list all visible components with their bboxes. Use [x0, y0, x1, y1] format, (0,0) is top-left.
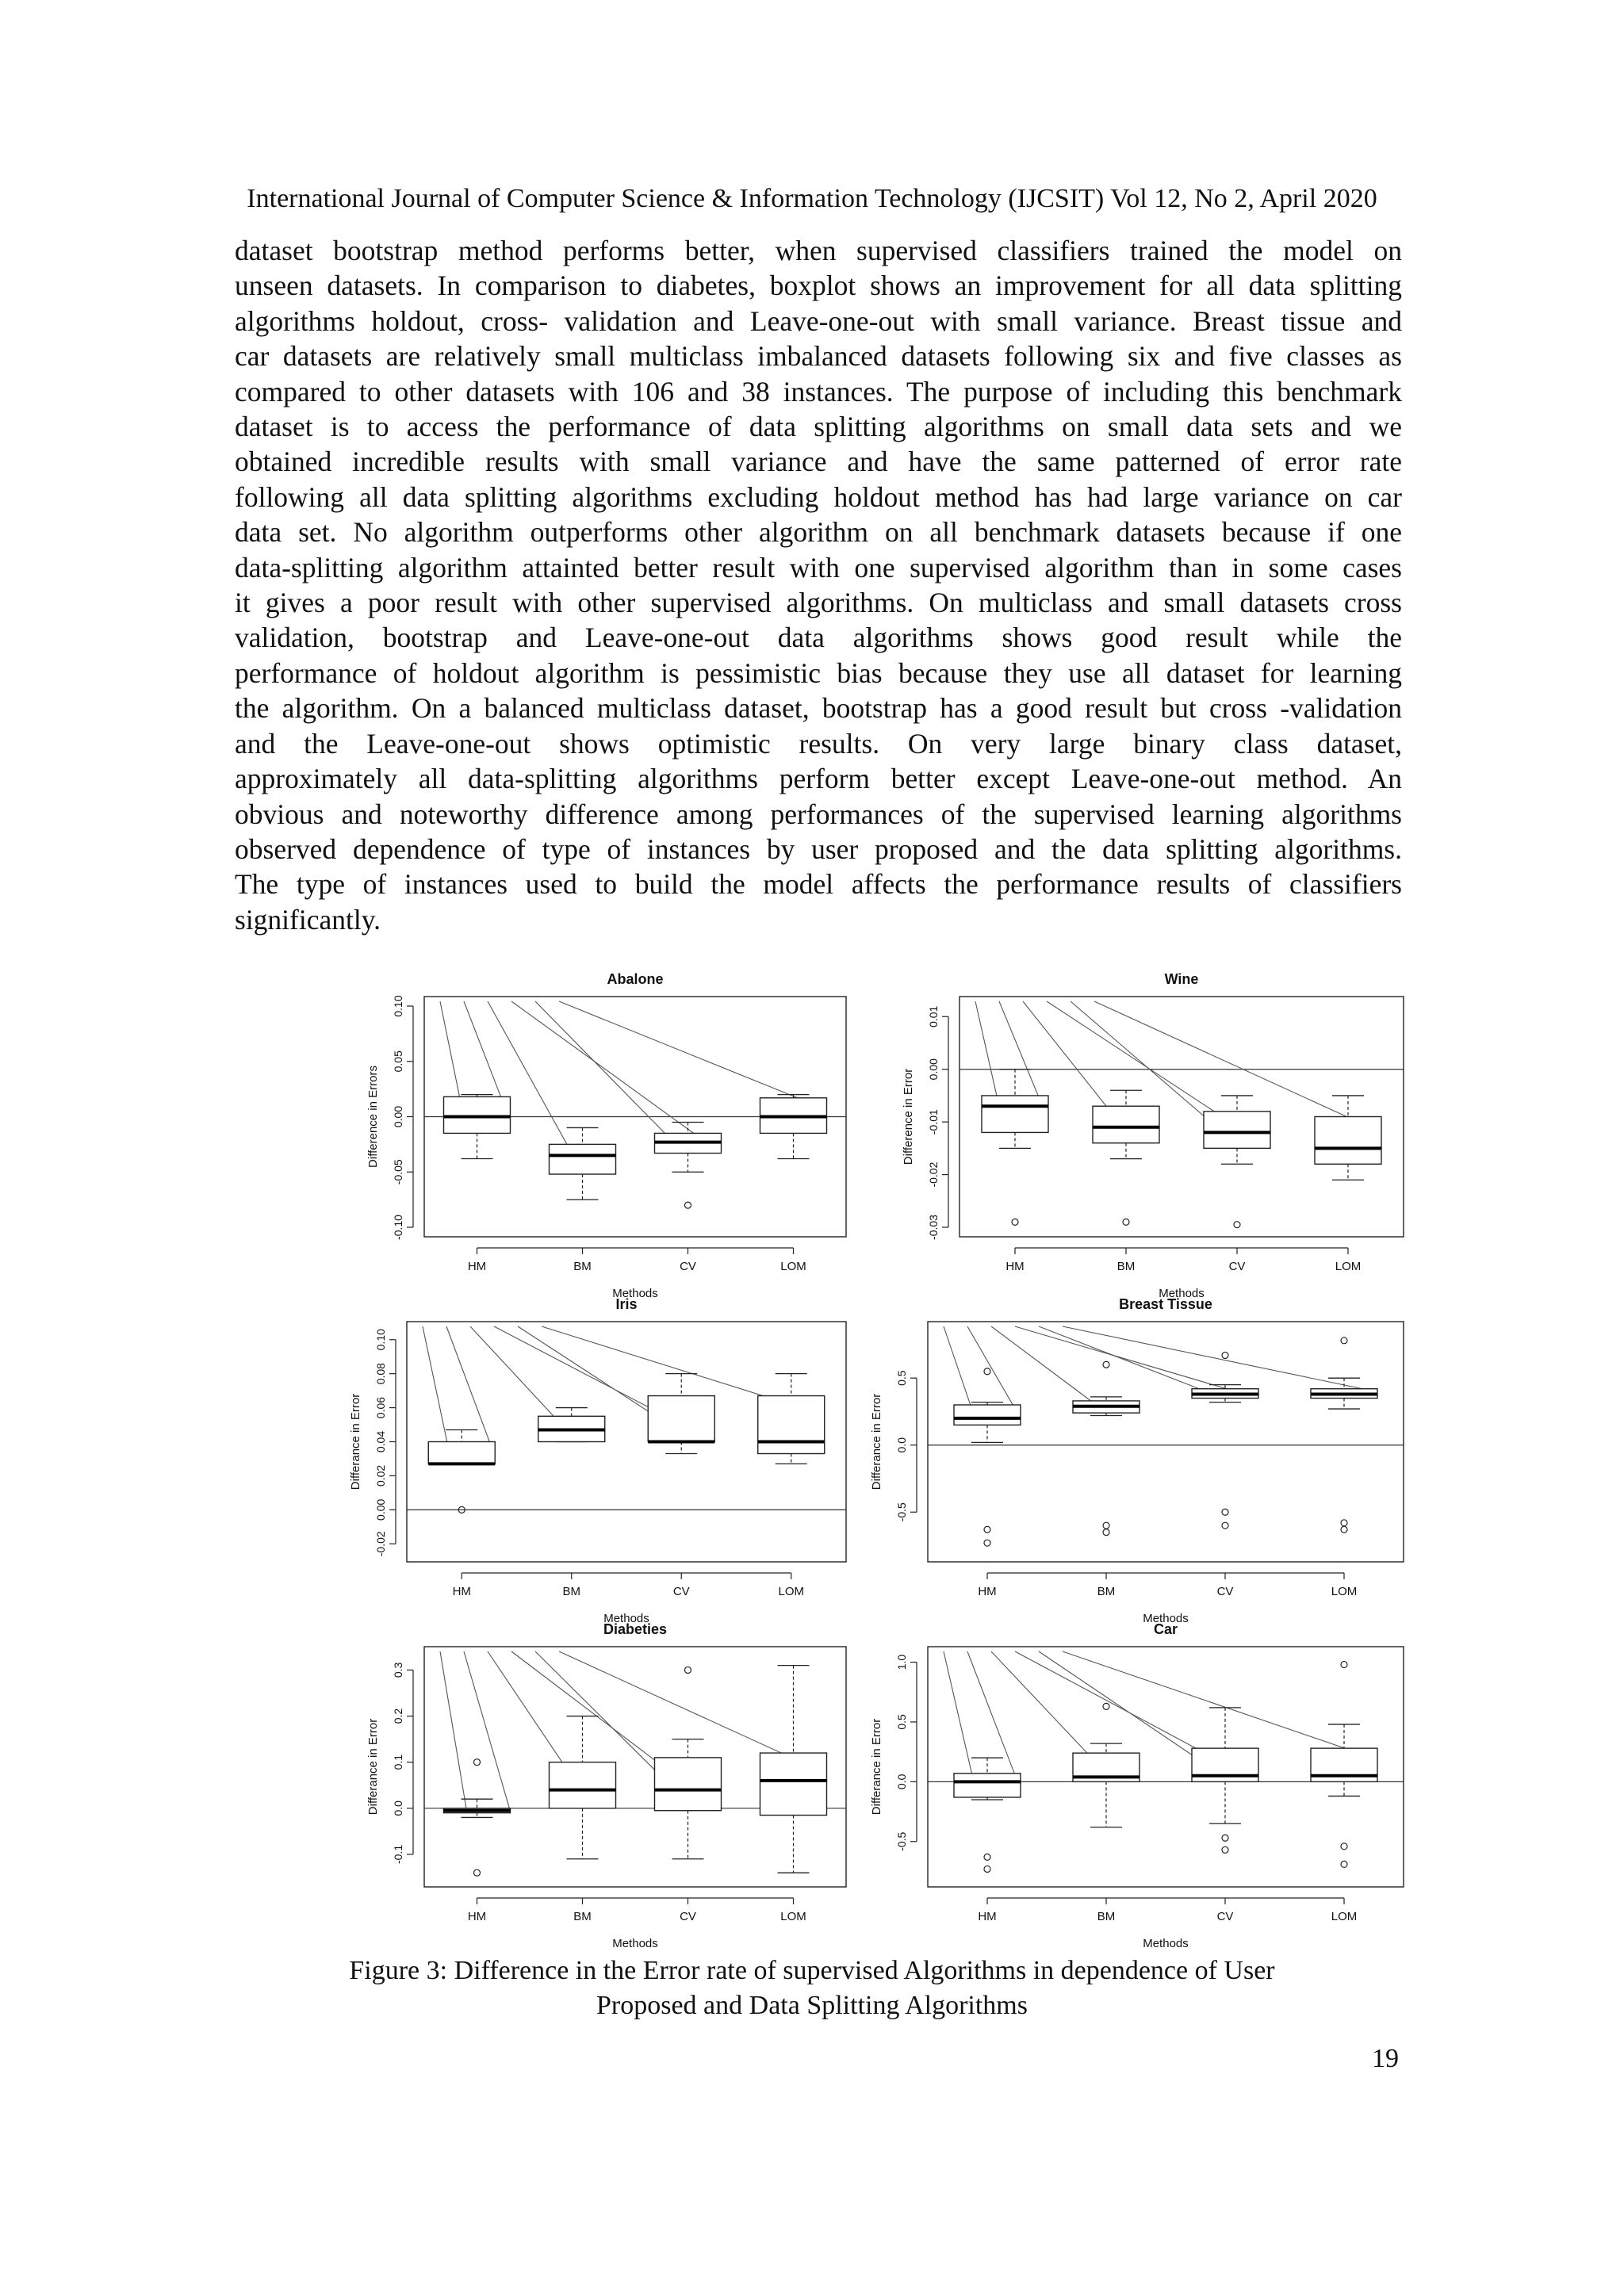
- outlier-point: [1222, 1522, 1228, 1529]
- body-line: performance of holdout algorithm is pessimistic bias because they use all dataset for learning: [235, 656, 1402, 689]
- y-tick-label: 0.10: [392, 995, 404, 1017]
- box-bm: [1093, 1090, 1159, 1225]
- x-tick-label: HM: [978, 1910, 997, 1923]
- x-tick-label: LOM: [1335, 1260, 1362, 1273]
- y-tick-label: 0.0: [895, 1774, 908, 1790]
- box-hm: [954, 1368, 1021, 1546]
- y-tick-label: 0.0: [895, 1437, 908, 1453]
- outlier-point: [1103, 1703, 1109, 1709]
- iqr-box: [760, 1753, 827, 1815]
- body-line: compared to other datasets with 106 and 38 instances. The purpose of including this benchmark: [235, 375, 1402, 408]
- body-line: approximately all data-splitting algorithms perform better except Leave-one-out method. An: [235, 763, 1402, 795]
- y-axis-label: Differance in Error: [366, 1718, 380, 1816]
- y-tick-label: -0.02: [927, 1161, 940, 1188]
- outlier-point: [984, 1854, 990, 1860]
- y-tick-label: 0.5: [895, 1370, 908, 1386]
- outlier-point: [1222, 1352, 1228, 1358]
- body-line: following all data splitting algorithms excluding holdout method has had large variance on car: [235, 480, 1402, 513]
- box-hm: [428, 1429, 495, 1513]
- outlier-point: [1341, 1526, 1347, 1533]
- connector-line: [1039, 1326, 1215, 1395]
- iqr-box: [1315, 1117, 1381, 1165]
- box-lom: [758, 1374, 825, 1464]
- boxplot-panel-car: [870, 1621, 1404, 1950]
- y-tick-label: 0.00: [392, 1105, 404, 1128]
- iqr-box: [550, 1144, 616, 1174]
- caption-line-2: Proposed and Data Splitting Algorithms: [596, 1991, 1028, 2020]
- outlier-point: [1222, 1835, 1228, 1841]
- y-tick-label: 0.06: [374, 1396, 387, 1419]
- body-line: data-splitting algorithm attainted better result with one supervised algorithm than in some cases: [235, 551, 1402, 584]
- box-cv: [655, 1667, 722, 1858]
- box-hm: [444, 1095, 511, 1159]
- connector-line: [440, 1651, 467, 1813]
- outlier-point: [1341, 1662, 1347, 1668]
- y-tick-label: 0.00: [927, 1058, 940, 1081]
- y-tick-label: -0.10: [392, 1215, 404, 1240]
- x-axis-label: Methods: [1159, 1287, 1205, 1300]
- body-line: The type of instances used to build the model affects the performance results of classifiers: [235, 868, 1402, 901]
- panel-title: Car: [1153, 1621, 1178, 1637]
- boxplot-panel-abalone: [366, 971, 846, 1300]
- x-tick-label: LOM: [1331, 1910, 1358, 1923]
- body-line: observed dependence of type of instances by user proposed and the data splitting algorithms.: [235, 832, 1402, 865]
- x-axis-label: Methods: [612, 1287, 658, 1300]
- x-tick-label: CV: [680, 1260, 696, 1273]
- y-tick-label: -0.5: [895, 1831, 908, 1851]
- box-bm: [550, 1716, 616, 1859]
- y-tick-label: -0.02: [374, 1531, 387, 1557]
- connector-line: [535, 1001, 678, 1146]
- panel-title: Wine: [1164, 971, 1199, 987]
- x-tick-label: LOM: [1331, 1585, 1358, 1598]
- y-axis-label: Difference in Errors: [366, 1066, 380, 1168]
- box-lom: [1315, 1096, 1381, 1180]
- x-axis-label: Methods: [1143, 1612, 1189, 1625]
- y-tick-label: 0.04: [374, 1430, 387, 1453]
- x-axis-label: Methods: [1143, 1937, 1189, 1950]
- y-tick-label: 0.1: [392, 1754, 404, 1770]
- x-tick-label: CV: [1228, 1260, 1246, 1273]
- outlier-point: [1341, 1337, 1347, 1344]
- x-tick-label: HM: [452, 1585, 471, 1598]
- outlier-point: [1103, 1361, 1109, 1368]
- y-tick-label: 1.0: [895, 1654, 908, 1670]
- x-tick-label: CV: [672, 1585, 690, 1598]
- box-cv: [1204, 1096, 1270, 1228]
- panel-title: Diabeties: [603, 1621, 668, 1637]
- y-tick-label: 0.05: [392, 1050, 404, 1073]
- iqr-box: [1204, 1112, 1270, 1149]
- body-line: obvious and noteworthy difference among performances of the supervised learning algorithms: [235, 798, 1402, 830]
- connector-line: [1015, 1326, 1258, 1399]
- outlier-point: [1222, 1509, 1228, 1515]
- outlier-point: [1341, 1843, 1347, 1850]
- x-tick-label: BM: [562, 1585, 580, 1598]
- box-bm: [538, 1408, 605, 1442]
- outlier-point: [984, 1866, 990, 1872]
- connector-line: [991, 1326, 1096, 1405]
- y-tick-label: 0.3: [392, 1662, 404, 1678]
- x-tick-label: HM: [467, 1910, 487, 1923]
- outlier-point: [685, 1667, 691, 1673]
- body-line: dataset is to access the performance of data splitting algorithms on small data sets and we: [235, 411, 1402, 443]
- connector-line: [559, 1001, 827, 1110]
- outlier-point: [474, 1869, 481, 1876]
- box-cv: [1192, 1352, 1258, 1529]
- box-cv: [655, 1122, 722, 1208]
- body-line: car datasets are relatively small multiclass imbalanced datasets following six and five classes as: [235, 340, 1402, 373]
- x-tick-label: CV: [1216, 1585, 1234, 1598]
- outlier-point: [1222, 1846, 1228, 1853]
- y-axis-label: Differance in Error: [349, 1393, 362, 1490]
- x-tick-label: HM: [467, 1260, 487, 1273]
- x-tick-label: BM: [1097, 1585, 1116, 1598]
- box-lom: [1311, 1337, 1377, 1533]
- iqr-box: [428, 1442, 495, 1464]
- y-tick-label: -0.5: [895, 1502, 908, 1522]
- x-tick-label: LOM: [778, 1585, 805, 1598]
- x-axis-label: Methods: [612, 1937, 658, 1950]
- y-axis-label: Differance in Error: [870, 1718, 883, 1816]
- x-tick-label: BM: [1116, 1260, 1136, 1273]
- outlier-point: [984, 1368, 990, 1375]
- outlier-point: [474, 1759, 481, 1766]
- y-tick-label: -0.05: [392, 1159, 404, 1185]
- body-line: and the Leave-one-out shows optimistic results. On very large binary class dataset,: [235, 727, 1402, 760]
- box-bm: [1073, 1361, 1139, 1535]
- boxplot-panel-breast-tissue: [870, 1296, 1404, 1625]
- iqr-box: [954, 1405, 1021, 1425]
- iqr-box: [550, 1762, 616, 1808]
- x-tick-label: HM: [1005, 1260, 1025, 1273]
- iqr-box: [444, 1096, 511, 1133]
- outlier-point: [1234, 1222, 1240, 1228]
- y-axis-label: Differance in Error: [870, 1393, 883, 1490]
- box-lom: [1311, 1662, 1377, 1868]
- body-line: obtained incredible results with small variance and have the same patterned of error rate: [235, 446, 1402, 478]
- x-tick-label: BM: [573, 1910, 592, 1923]
- connector-line: [470, 1326, 561, 1425]
- box-hm: [954, 1758, 1021, 1872]
- body-line: unseen datasets. In comparison to diabetes, boxplot shows an improvement for all data splitting: [235, 270, 1402, 302]
- figure-caption: [0, 1954, 1624, 2023]
- boxplot-panel-wine: [902, 971, 1404, 1300]
- y-tick-label: 0.10: [374, 1329, 387, 1351]
- connector-line: [446, 1326, 495, 1456]
- y-tick-label: 0.01: [927, 1005, 940, 1027]
- outlier-point: [984, 1540, 990, 1546]
- panel-title: Iris: [615, 1296, 638, 1312]
- x-tick-label: BM: [1097, 1910, 1116, 1923]
- outlier-point: [1103, 1529, 1109, 1536]
- panel-title: Abalone: [607, 971, 664, 987]
- body-line: significantly.: [235, 903, 381, 936]
- outlier-point: [1103, 1522, 1109, 1529]
- iqr-box: [758, 1396, 825, 1454]
- x-tick-label: HM: [978, 1585, 997, 1598]
- box-hm: [982, 1070, 1048, 1226]
- y-axis-label: Difference in Error: [902, 1068, 915, 1165]
- x-tick-label: CV: [1216, 1910, 1234, 1923]
- box-bm: [550, 1127, 616, 1200]
- body-paragraph: [235, 233, 1402, 937]
- boxplot-panel-diabeties: [366, 1621, 846, 1950]
- outlier-point: [1341, 1861, 1347, 1867]
- outlier-point: [1123, 1219, 1129, 1225]
- body-line: the algorithm. On a balanced multiclass dataset, bootstrap has a good result but cross -validation: [235, 692, 1402, 725]
- y-tick-label: 0.02: [374, 1464, 387, 1487]
- body-line: it gives a poor result with other supervised algorithms. On multiclass and small datasets cross: [235, 587, 1402, 619]
- y-tick-label: -0.03: [927, 1215, 940, 1240]
- x-tick-label: LOM: [780, 1910, 806, 1923]
- connector-line: [967, 1651, 1021, 1789]
- connector-line: [1063, 1326, 1377, 1392]
- iqr-box: [954, 1774, 1021, 1797]
- boxplot-panel-iris: [349, 1296, 846, 1625]
- panel-title: Breast Tissue: [1119, 1296, 1212, 1312]
- box-cv: [648, 1374, 714, 1454]
- journal-header: International Journal of Computer Science & Information Technology (IJCSIT) Vol 12, No 2, April 2020: [247, 184, 1377, 213]
- box-lom: [760, 1666, 827, 1873]
- x-tick-label: BM: [573, 1260, 592, 1273]
- boxplot-grid: [317, 947, 1364, 1950]
- y-tick-label: 0.00: [374, 1498, 387, 1521]
- plot-frame: [928, 1322, 1404, 1562]
- y-tick-label: 0.2: [392, 1708, 404, 1724]
- y-tick-label: -0.01: [927, 1109, 940, 1135]
- caption-line-1: Figure 3: Difference in the Error rate of supervised Algorithms in dependence of User: [349, 1956, 1275, 1985]
- page-number: 19: [1372, 2044, 1399, 2073]
- figure-3-boxplots: [317, 947, 1364, 1950]
- x-tick-label: CV: [680, 1910, 696, 1923]
- outlier-point: [1341, 1520, 1347, 1526]
- box-lom: [760, 1095, 827, 1159]
- x-tick-label: LOM: [780, 1260, 806, 1273]
- box-cv: [1192, 1708, 1258, 1853]
- x-axis-label: Methods: [603, 1612, 649, 1625]
- body-line: algorithms holdout, cross- validation and Leave-one-out with small variance. Breast tissue and: [235, 304, 1402, 337]
- connector-line: [488, 1651, 573, 1777]
- iqr-box: [982, 1096, 1048, 1133]
- outlier-point: [984, 1526, 990, 1533]
- iqr-box: [648, 1396, 714, 1442]
- box-bm: [1073, 1703, 1139, 1827]
- y-tick-label: 0.5: [895, 1714, 908, 1730]
- iqr-box: [655, 1758, 722, 1811]
- outlier-point: [1012, 1219, 1018, 1225]
- y-tick-label: 0.0: [392, 1800, 404, 1816]
- iqr-box: [1093, 1106, 1159, 1143]
- connector-line: [991, 1651, 1096, 1762]
- outlier-point: [685, 1202, 691, 1208]
- y-tick-label: 0.08: [374, 1363, 387, 1385]
- body-line: dataset bootstrap method performs better, when supervised classifiers trained the model on: [235, 235, 1402, 266]
- body-line: data set. No algorithm outperforms other algorithm on all benchmark datasets because if one: [235, 516, 1402, 549]
- y-tick-label: -0.1: [392, 1844, 404, 1864]
- body-line: validation, bootstrap and Leave-one-out data algorithms shows good result while the: [235, 622, 1402, 654]
